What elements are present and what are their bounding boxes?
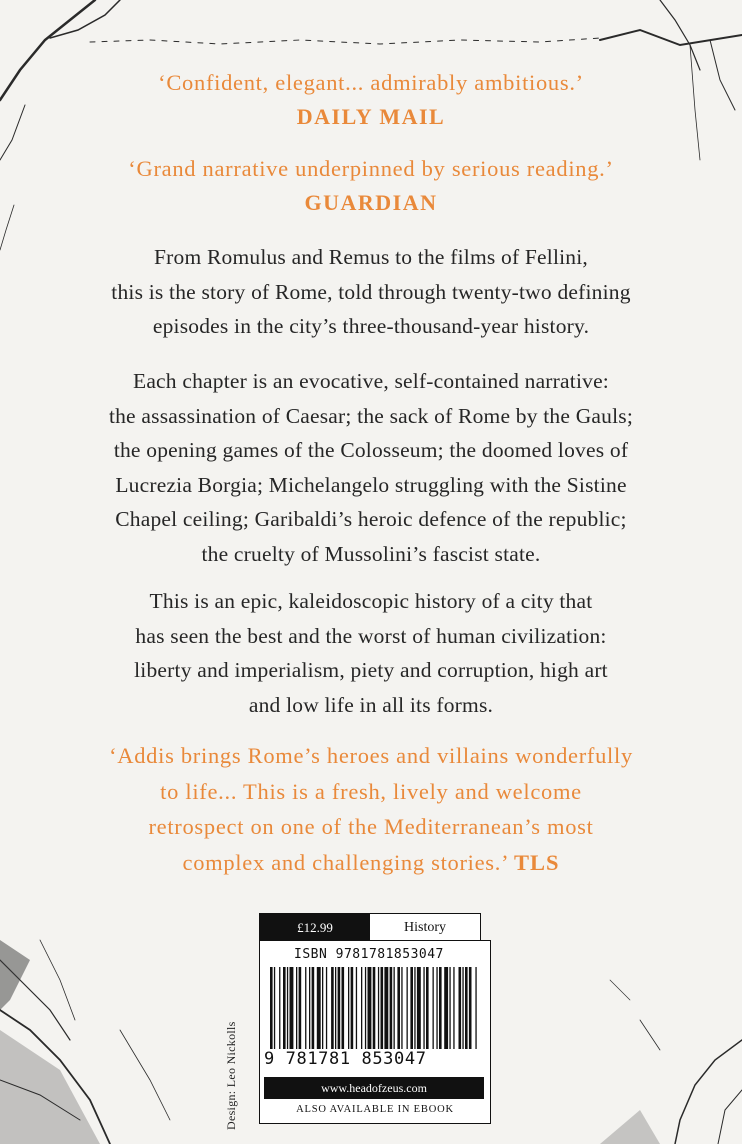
quote-1 [60,66,682,100]
closing-quote-source: TLS [513,849,560,875]
quote-2 [60,152,682,186]
quote-1-text: ‘Confident, elegant... admirably ambitious.’ [158,70,584,95]
paragraph-line: the cruelty of Mussolini’s fascist state. [201,541,541,566]
paragraph-line: the assassination of Caesar; the sack of Rome by the Gauls; [108,403,634,428]
closing-quote [60,738,682,880]
barcode-digits: 9 781781 853047 [264,1049,427,1069]
isbn-label: ISBN 9781781853047 [294,947,444,962]
paragraph-line: the opening games of the Colosseum; the doomed loves of [113,438,629,462]
price-label: £12.99 [260,914,370,941]
paragraph-line: Lucrezia Borgia; Michelangelo struggling with the Sistine [115,472,627,497]
design-credit: Design: Leo Nickolls [224,1021,238,1130]
barcode-bars [270,967,480,1053]
publisher-website: www.headofzeus.com [264,1077,484,1099]
closing-quote-line: complex and challenging stories.’ [182,849,508,875]
paragraph-line: episodes in the city’s three-thousand-year history. [152,314,590,338]
closing-quote-line: ‘Addis brings Rome’s heroes and villains wonderfully [109,743,633,768]
quote-2-text: ‘Grand narrative underpinned by serious reading.’ [128,156,614,181]
paragraph-intro [60,240,682,344]
quote-1-source: DAILY MAIL [296,104,446,129]
paragraph-chapters [60,364,682,571]
closing-quote-line: retrospect on one of the Mediterranean’s most [148,814,594,839]
ebook-note: ALSO AVAILABLE IN EBOOK [296,1104,454,1115]
paragraph-line: Each chapter is an evocative, self-contained narrative: [132,369,609,393]
closing-quote-line: to life... This is a fresh, lively and welcome [160,778,582,804]
paragraph-line: and low life in all its forms. [248,692,494,717]
quote-2-source: GUARDIAN [304,190,438,215]
paragraph-line: From Romulus and Remus to the films of Fellini, [153,245,589,269]
paragraph-line: Chapel ceiling; Garibaldi’s heroic defence of the republic; [115,507,627,531]
barcode-panel [259,940,491,1124]
paragraph-line: has seen the best and the worst of human civilization: [135,623,607,648]
category-label: History [404,920,446,935]
paragraph-epic [60,584,682,722]
price-box [259,913,481,942]
paragraph-line: this is the story of Rome, told through twenty-two defining [111,279,631,304]
paragraph-line: This is an epic, kaleidoscopic history of a city that [149,589,593,613]
paragraph-line: liberty and imperialism, piety and corruption, high art [134,658,608,682]
